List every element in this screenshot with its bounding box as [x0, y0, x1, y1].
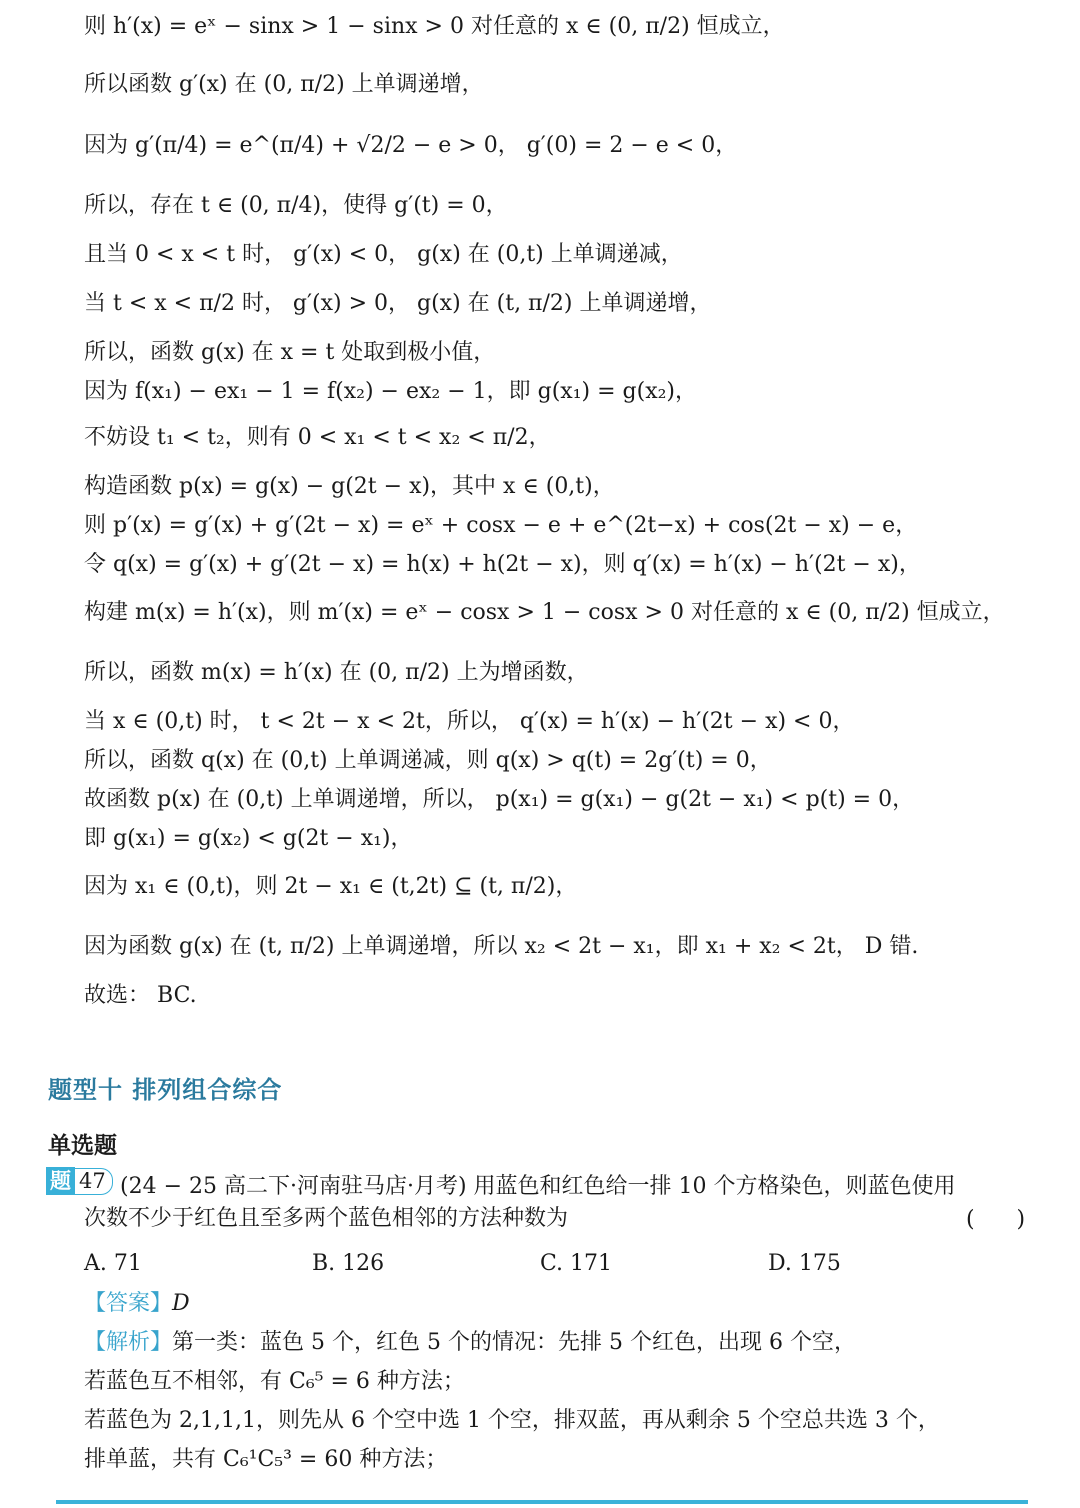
solution-line: 所以函数 g′(x) 在 (0, π/2) 上单调递增，: [84, 72, 484, 97]
analysis-line-4: 排单蓝，共有 C₆¹C₅³ = 60 种方法；: [84, 1447, 448, 1472]
option-a: [84, 1251, 142, 1276]
solution-line: 当 t < x < π/2 时， g′(x) > 0， g(x) 在 (t, π/2) 上单调递增，: [84, 291, 712, 316]
option-d: [768, 1251, 841, 1276]
option-b: [312, 1251, 384, 1276]
option-value: 71: [113, 1251, 142, 1276]
bottom-divider: [56, 1500, 1028, 1504]
question-text-line-2: 次数不少于红色且至多两个蓝色相邻的方法种数为: [84, 1206, 569, 1231]
solution-line: 因为 f(x₁) − ex₁ − 1 = f(x₂) − ex₂ − 1，即 g(x₁) = g(x₂)，: [84, 379, 698, 404]
question-tag: 题: [46, 1167, 75, 1195]
option-label: B.: [312, 1251, 336, 1276]
solution-line: 则 h′(x) = eˣ − sinx > 1 − sinx > 0 对任意的 x ∈ (0, π/2) 恒成立，: [84, 14, 785, 39]
analysis-line-1: [84, 1332, 856, 1354]
answer-line: [84, 1293, 190, 1315]
solution-line: 所以，存在 t ∈ (0, π/4)，使得 g′(t) = 0，: [84, 193, 508, 218]
solution-line: 所以，函数 q(x) 在 (0,t) 上单调递减，则 q(x) > q(t) = 2g′(t) = 0，: [84, 748, 772, 773]
option-value: 175: [798, 1251, 841, 1276]
solution-line: 令 q(x) = g′(x) + g′(2t − x) = h(x) + h(2t − x)，则 q′(x) = h′(x) − h′(2t − x)，: [84, 552, 921, 577]
option-label: C.: [540, 1251, 564, 1276]
answer-parenthesis: ( ): [966, 1207, 1026, 1232]
solution-line: 故选： BC.: [84, 983, 197, 1008]
solution-line: 所以，函数 m(x) = h′(x) 在 (0, π/2) 上为增函数，: [84, 660, 589, 685]
solution-line: 不妨设 t₁ < t₂，则有 0 < x₁ < t < x₂ < π/2，: [84, 425, 551, 450]
solution-line: 因为 g′(π/4) = e^(π/4) + √2/2 − e > 0， g′(0) = 2 − e < 0，: [84, 133, 738, 158]
solution-line: 所以，函数 g(x) 在 x = t 处取到极小值，: [84, 340, 496, 365]
solution-line: 当 x ∈ (0,t) 时， t < 2t − x < 2t，所以， q′(x) = h′(x) − h′(2t − x) < 0，: [84, 709, 855, 734]
section-title: 题型十 排列组合综合: [48, 1075, 283, 1104]
answer-label: 【答案】: [84, 1291, 173, 1316]
analysis-text: 第一类：蓝色 5 个，红色 5 个的情况：先排 5 个红色，出现 6 个空，: [172, 1330, 856, 1355]
analysis-line-2: 若蓝色互不相邻，有 C₆⁵ = 6 种方法；: [84, 1369, 465, 1394]
option-label: D.: [768, 1251, 792, 1276]
solution-line: 故函数 p(x) 在 (0,t) 上单调递增，所以， p(x₁) = g(x₁) − g(2t − x₁) < p(t) = 0，: [84, 787, 915, 812]
section-subtitle: 单选题: [48, 1132, 117, 1159]
option-label: A.: [84, 1251, 107, 1276]
solution-line: 因为函数 g(x) 在 (t, π/2) 上单调递增，所以 x₂ < 2t − x₁，即 x₁ + x₂ < 2t， D 错.: [84, 934, 919, 959]
analysis-line-3: 若蓝色为 2,1,1,1，则先从 6 个空中选 1 个空，排双蓝，再从剩余 5 个空总共选 3 个，: [84, 1408, 940, 1433]
option-c: [540, 1251, 612, 1276]
solution-line: 因为 x₁ ∈ (0,t)，则 2t − x₁ ∈ (t,2t) ⊆ (t, π/2)，: [84, 874, 578, 899]
solution-line: 构造函数 p(x) = g(x) − g(2t − x)，其中 x ∈ (0,t)，: [84, 474, 615, 499]
solution-line: 则 p′(x) = g′(x) + g′(2t − x) = eˣ + cosx − e + e^(2t−x) + cos(2t − x) − e，: [84, 513, 918, 538]
analysis-label: 【解析】: [84, 1330, 173, 1355]
option-value: 126: [342, 1251, 385, 1276]
question-badge: [46, 1167, 113, 1195]
solution-line: 即 g(x₁) = g(x₂) < g(2t − x₁)，: [84, 826, 413, 851]
answer-value: D: [172, 1291, 190, 1316]
option-value: 171: [570, 1251, 613, 1276]
solution-line: 且当 0 < x < t 时， g′(x) < 0， g(x) 在 (0,t) 上单调递减，: [84, 242, 683, 267]
solution-line: 构建 m(x) = h′(x)，则 m′(x) = eˣ − cosx > 1 − cosx > 0 对任意的 x ∈ (0, π/2) 恒成立，: [84, 600, 1005, 625]
question-number: 47: [75, 1168, 113, 1195]
question-text-line-1: (24 − 25 高二下·河南驻马店·月考) 用蓝色和红色给一排 10 个方格染色，则蓝色使用: [120, 1174, 956, 1199]
